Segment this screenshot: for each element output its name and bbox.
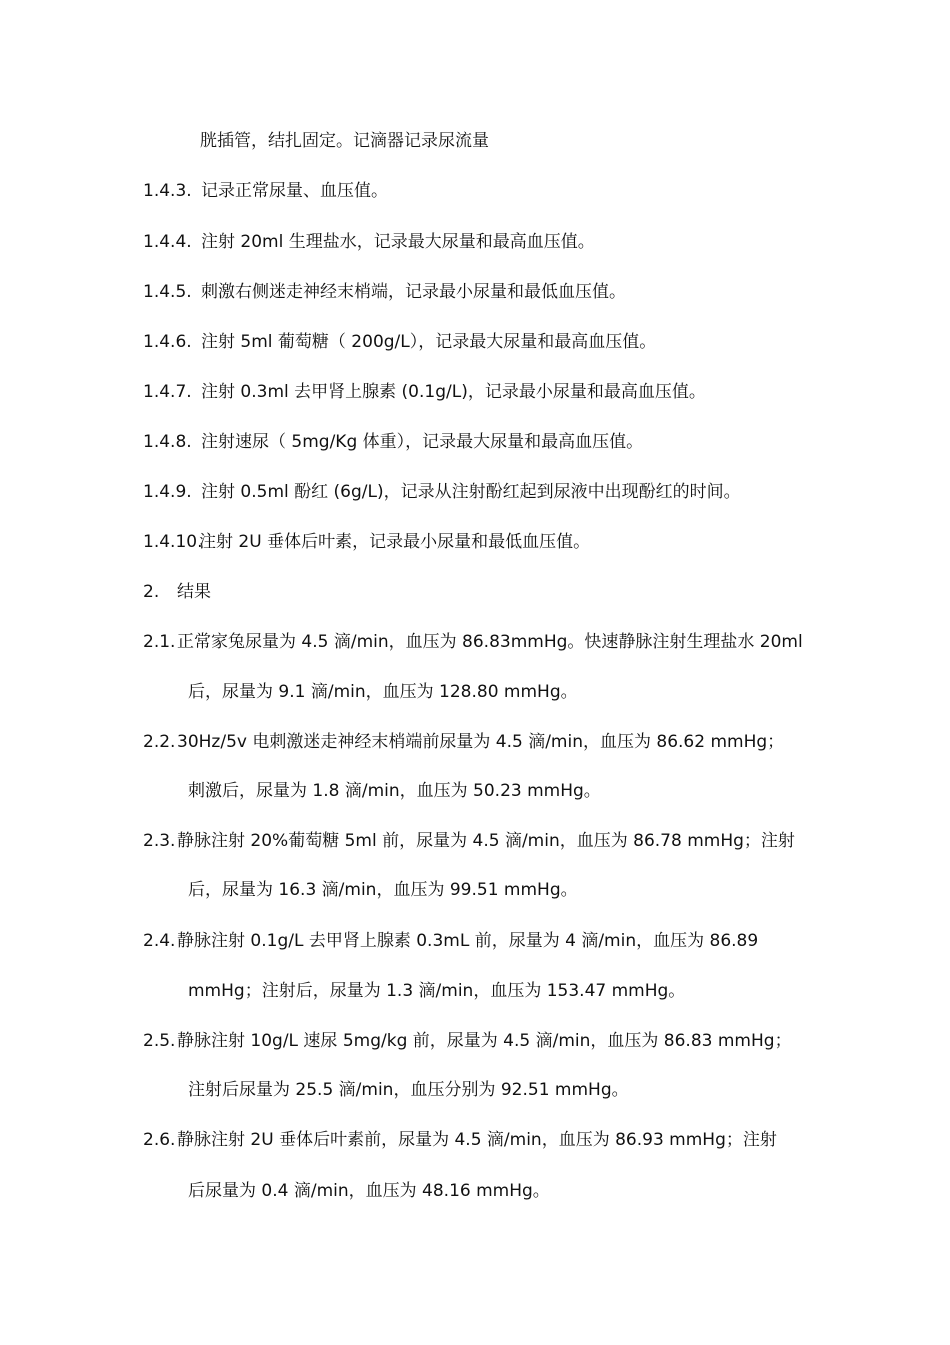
step-text: 注射 5ml 葡萄糖（ 200g/L），记录最大尿量和最高血压值。: [201, 332, 657, 352]
step-number: 1.4.8.: [143, 432, 192, 452]
step-text: 注射 0.5ml 酚红 (6g/L)，记录从注射酚红起到尿液中出现酚红的时间。: [201, 482, 741, 502]
step-text: 记录正常尿量、血压值。: [201, 181, 388, 201]
result-number: 2.1.: [143, 632, 176, 652]
result-number: 2.2.: [143, 732, 176, 752]
result-2-4-line-1: [143, 929, 758, 953]
step-text: 注射 2U 垂体后叶素，记录最小尿量和最低血压值。: [199, 532, 591, 552]
procedure-line-continued: [200, 129, 489, 153]
step-number: 1.4.3.: [143, 181, 192, 201]
step-text: 注射 0.3ml 去甲肾上腺素 (0.1g/L)，记录最小尿量和最高血压值。: [201, 382, 706, 402]
result-text: mmHg；注射后，尿量为 1.3 滴/min，血压为 153.47 mmHg。: [188, 981, 686, 1001]
result-text: 静脉注射 20%葡萄糖 5ml 前，尿量为 4.5 滴/min，血压为 86.78 mmHg；注射: [177, 831, 795, 851]
section-heading-results: [143, 580, 211, 604]
step-number: 1.4.9.: [143, 482, 192, 502]
result-text: 30Hz/5v 电刺激迷走神经末梢端前尿量为 4.5 滴/min，血压为 86.62 mmHg；: [177, 732, 785, 752]
result-number: 2.4.: [143, 931, 176, 951]
result-text: 正常家兔尿量为 4.5 滴/min，血压为 86.83mmHg。快速静脉注射生理盐水 20ml: [177, 632, 803, 652]
procedure-step-1-4-7: [143, 380, 706, 404]
procedure-step-1-4-8: [143, 430, 643, 454]
section-title: 结果: [177, 582, 211, 602]
procedure-step-1-4-6: [143, 330, 656, 354]
result-text: 注射后尿量为 25.5 滴/min，血压分别为 92.51 mmHg。: [188, 1080, 629, 1100]
result-text: 刺激后，尿量为 1.8 滴/min，血压为 50.23 mmHg。: [188, 781, 601, 801]
result-2-2-line-2: [188, 779, 601, 803]
step-number: 1.4.6.: [143, 332, 192, 352]
result-number: 2.5.: [143, 1031, 176, 1051]
result-2-6-line-2: [188, 1179, 550, 1203]
procedure-text: 胱插管，结扎固定。记滴器记录尿流量: [200, 131, 489, 151]
result-text: 静脉注射 10g/L 速尿 5mg/kg 前，尿量为 4.5 滴/min，血压为 86.83 mmHg；: [177, 1031, 792, 1051]
step-number: 1.4.7.: [143, 382, 192, 402]
result-2-2-line-1: [143, 730, 784, 754]
result-2-6-line-1: [143, 1128, 777, 1152]
procedure-step-1-4-3: [143, 179, 388, 203]
procedure-step-1-4-5: [143, 280, 626, 304]
procedure-step-1-4-10: [143, 530, 590, 554]
result-2-3-line-1: [143, 829, 795, 853]
procedure-step-1-4-9: [143, 480, 741, 504]
result-text: 静脉注射 2U 垂体后叶素前，尿量为 4.5 滴/min，血压为 86.93 mmHg；注射: [177, 1130, 777, 1150]
step-number: 1.4.10.: [143, 532, 203, 552]
result-2-1-line-2: [188, 680, 578, 704]
step-text: 注射速尿（ 5mg/Kg 体重），记录最大尿量和最高血压值。: [201, 432, 644, 452]
result-2-4-line-2: [188, 979, 685, 1003]
result-text: 静脉注射 0.1g/L 去甲肾上腺素 0.3mL 前，尿量为 4 滴/min，血压为 86.89: [177, 931, 759, 951]
result-number: 2.6.: [143, 1130, 176, 1150]
step-text: 刺激右侧迷走神经末梢端，记录最小尿量和最低血压值。: [201, 282, 626, 302]
procedure-step-1-4-4: [143, 230, 595, 254]
result-number: 2.3.: [143, 831, 176, 851]
step-text: 注射 20ml 生理盐水，记录最大尿量和最高血压值。: [201, 232, 595, 252]
result-2-5-line-2: [188, 1078, 629, 1102]
result-text: 后，尿量为 9.1 滴/min，血压为 128.80 mmHg。: [188, 682, 578, 702]
result-2-3-line-2: [188, 878, 578, 902]
result-2-1-line-1: [143, 630, 803, 654]
result-text: 后尿量为 0.4 滴/min，血压为 48.16 mmHg。: [188, 1181, 550, 1201]
step-number: 1.4.4.: [143, 232, 192, 252]
section-number: 2.: [143, 582, 160, 602]
result-2-5-line-1: [143, 1029, 792, 1053]
result-text: 后，尿量为 16.3 滴/min，血压为 99.51 mmHg。: [188, 880, 578, 900]
step-number: 1.4.5.: [143, 282, 192, 302]
